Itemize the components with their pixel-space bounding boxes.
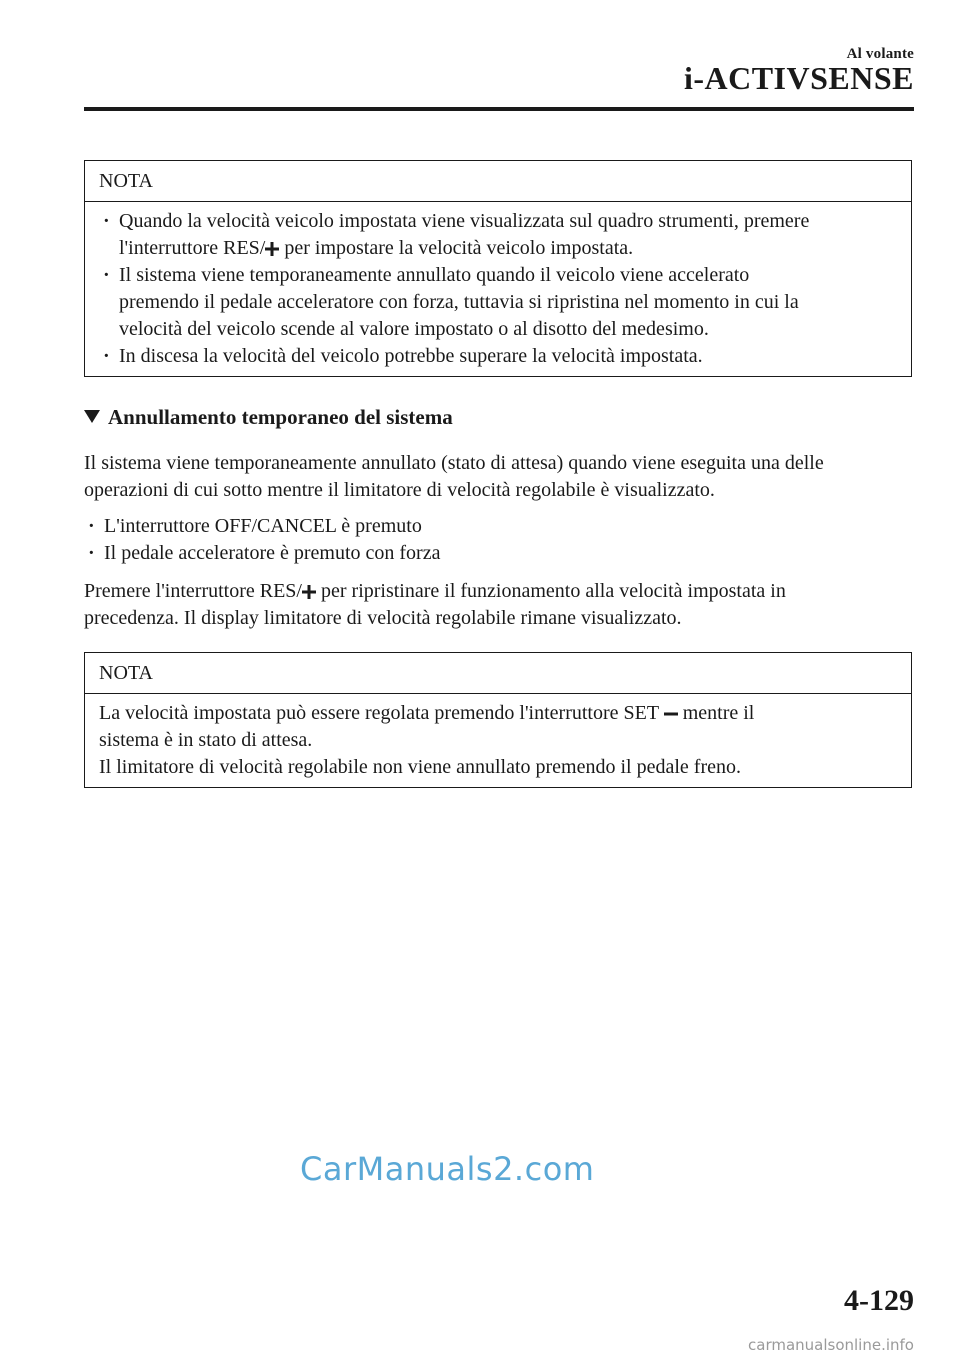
section-title: i-ACTIVSENSE: [683, 60, 914, 96]
plus-icon: [265, 242, 279, 256]
bullet-list: [84, 513, 914, 567]
chapter-label: Al volante: [846, 46, 914, 62]
list-item: · Quando la velocità veicolo impostata viene visualizzata sul quadro strumenti, premere l'interruttore RES/ per impostare la velocità veicolo impostata.: [99, 208, 897, 262]
list-item: · L'interruttore OFF/CANCEL è premuto: [84, 513, 914, 540]
note-box-2: [84, 652, 912, 788]
page-number: 4-129: [844, 1284, 914, 1317]
list-item: · Il pedale acceleratore è premuto con forza: [84, 540, 914, 567]
plus-icon: [302, 585, 316, 599]
triangle-down-icon: [84, 410, 100, 423]
header-rule: [84, 107, 914, 111]
section-heading: Annullamento temporaneo del sistema: [84, 405, 453, 430]
list-item: · In discesa la velocità del veicolo potrebbe superare la velocità impostata.: [99, 343, 897, 370]
watermark-logo: CarManuals2.com: [300, 1150, 595, 1188]
minus-icon: [664, 707, 678, 721]
footer-url: carmanualsonline.info: [748, 1336, 914, 1354]
note-box-1: [84, 160, 912, 377]
list-item: · Il sistema viene temporaneamente annullato quando il veicolo viene accelerato premendo il pedale acceleratore con forza, tuttavia si ripristina nel momento in cui la velocità del veicolo scende al valore impostato o al disotto del medesimo.: [99, 262, 897, 343]
note-label: NOTA: [85, 161, 911, 202]
note-text: La velocità impostata può essere regolata premendo l'interruttore SET mentre il sistema è in stato di attesa. Il limitatore di velocità regolabile non viene annullato premendo il pedale freno.: [99, 702, 755, 778]
paragraph-resume: Premere l'interruttore RES/ per ripristinare il funzionamento alla velocità impostata in precedenza. Il display limitatore di velocità regolabile rimane visualizzato.: [84, 580, 786, 629]
paragraph-intro: Il sistema viene temporaneamente annullato (stato di attesa) quando viene eseguita una delle operazioni di cui sotto mentre il limitatore di velocità regolabile è visualizzato.: [84, 452, 824, 501]
note-label: NOTA: [85, 653, 911, 694]
